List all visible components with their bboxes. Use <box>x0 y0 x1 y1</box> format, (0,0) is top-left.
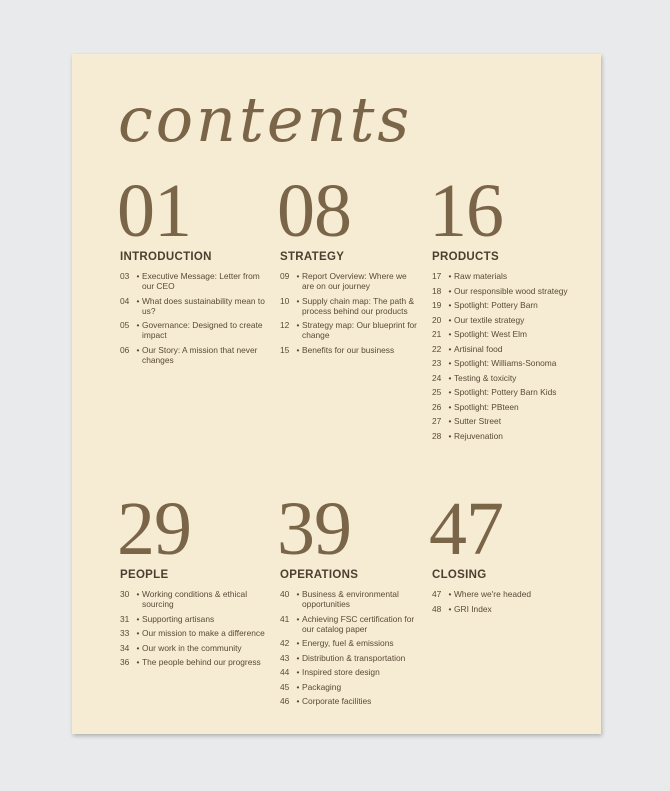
page-number: 15 <box>280 344 290 355</box>
section-products <box>429 169 582 445</box>
page-number: 40 <box>280 589 290 599</box>
toc-entry[interactable] <box>432 373 582 383</box>
page-number: 04 <box>120 295 130 306</box>
bullet-icon: • <box>448 271 452 281</box>
page-number: 45 <box>280 681 290 692</box>
bullet-icon: • <box>296 589 300 599</box>
toc-entry[interactable] <box>280 696 420 706</box>
page-number: 47 <box>432 589 442 599</box>
entry-title: Governance: Designed to create impact <box>142 320 263 340</box>
entry-title: Packaging <box>302 681 342 692</box>
toc-entry[interactable] <box>120 643 268 653</box>
entry-title: Our work in the community <box>142 642 242 653</box>
bullet-icon: • <box>136 320 140 330</box>
section-items <box>280 589 420 706</box>
toc-entry[interactable] <box>120 296 268 316</box>
toc-entry[interactable] <box>432 604 582 614</box>
toc-entry[interactable] <box>280 589 420 609</box>
toc-entry[interactable] <box>432 315 582 325</box>
entry-title: What does sustainability mean to us? <box>142 295 265 316</box>
page-number: 48 <box>432 603 442 614</box>
toc-entry[interactable] <box>432 402 582 412</box>
contents-page <box>72 54 601 734</box>
toc-entry[interactable] <box>280 638 420 648</box>
bullet-icon: • <box>136 589 140 599</box>
entry-title: Executive Message: Letter from our CEO <box>142 271 260 291</box>
bullet-icon: • <box>136 271 140 281</box>
bullet-icon: • <box>296 320 300 330</box>
entry-title: Inspired store design <box>302 667 380 677</box>
page-number: 30 <box>120 589 130 599</box>
section-heading: CLOSING <box>432 569 487 581</box>
entry-title: Achieving FSC certification for our catalog paper <box>302 613 415 634</box>
page-number: 20 <box>432 314 442 325</box>
section-number: 39 <box>277 487 351 571</box>
entry-title: Our responsible wood strategy <box>454 285 568 296</box>
bullet-icon: • <box>448 603 452 614</box>
entry-title: Our Story: A mission that never changes <box>142 344 258 365</box>
toc-entry[interactable] <box>280 296 420 316</box>
page-number: 06 <box>120 344 130 355</box>
entry-title: Supply chain map: The path & process behind our products <box>302 295 415 316</box>
page-number: 28 <box>432 430 442 441</box>
page-number: 12 <box>280 320 290 330</box>
bullet-icon: • <box>448 589 452 599</box>
toc-entry[interactable] <box>280 271 420 291</box>
toc-entry[interactable] <box>432 344 582 354</box>
section-items <box>432 589 582 614</box>
page-number: 25 <box>432 387 442 397</box>
bullet-icon: • <box>296 344 300 355</box>
page-number: 19 <box>432 300 442 310</box>
toc-entry[interactable] <box>120 614 268 624</box>
section-strategy <box>277 169 420 359</box>
page-number: 43 <box>280 652 290 663</box>
bullet-icon: • <box>296 667 300 677</box>
section-heading: INTRODUCTION <box>120 251 212 263</box>
section-heading: PEOPLE <box>120 569 169 581</box>
toc-entry[interactable] <box>432 387 582 397</box>
toc-entry[interactable] <box>432 271 582 281</box>
page-number: 18 <box>432 285 442 296</box>
section-number: 08 <box>277 169 351 253</box>
section-introduction <box>117 169 268 369</box>
bullet-icon: • <box>296 638 300 648</box>
page-number: 31 <box>120 613 130 624</box>
page-title: contents <box>118 83 413 156</box>
entry-title: Spotlight: PBteen <box>454 401 519 412</box>
bullet-icon: • <box>296 696 300 706</box>
toc-entry[interactable] <box>280 320 420 340</box>
entry-title: Spotlight: Pottery Barn Kids <box>454 387 557 397</box>
bullet-icon: • <box>136 344 140 355</box>
toc-entry[interactable] <box>432 286 582 296</box>
section-items <box>280 271 420 355</box>
entry-title: Energy, fuel & emissions <box>302 638 394 648</box>
section-closing <box>429 487 582 618</box>
entry-title: Artisinal food <box>454 343 503 354</box>
page-number: 09 <box>280 271 290 281</box>
entry-title: Spotlight: Pottery Barn <box>454 300 538 310</box>
page-number: 41 <box>280 613 290 624</box>
page-number: 21 <box>432 329 442 339</box>
page-number: 05 <box>120 320 130 330</box>
section-number: 47 <box>429 487 503 571</box>
page-number: 03 <box>120 271 130 281</box>
entry-title: Spotlight: West Elm <box>454 329 527 339</box>
entry-title: Working conditions & ethical sourcing <box>142 589 248 609</box>
section-number: 16 <box>429 169 503 253</box>
entry-title: Rejuvenation <box>454 430 503 441</box>
toc-entry[interactable] <box>280 682 420 692</box>
section-number: 29 <box>117 487 191 571</box>
toc-entry[interactable] <box>432 589 582 599</box>
entry-title: Distribution & transportation <box>302 652 406 663</box>
page-number: 34 <box>120 642 130 653</box>
page-number: 26 <box>432 401 442 412</box>
bullet-icon: • <box>296 295 300 306</box>
bullet-icon: • <box>448 430 452 441</box>
entry-title: Spotlight: Williams-Sonoma <box>454 358 557 368</box>
entry-title: Business & environmental opportunities <box>302 589 399 609</box>
entry-title: Benefits for our business <box>302 344 395 355</box>
bullet-icon: • <box>448 372 452 383</box>
toc-entry[interactable] <box>432 300 582 310</box>
toc-entry[interactable] <box>280 345 420 355</box>
bullet-icon: • <box>136 295 140 306</box>
bullet-icon: • <box>296 271 300 281</box>
toc-entry[interactable] <box>120 345 268 365</box>
entry-title: Corporate facilities <box>302 696 372 706</box>
toc-entry[interactable] <box>432 431 582 441</box>
page-number: 22 <box>432 343 442 354</box>
bullet-icon: • <box>448 387 452 397</box>
entry-title: Our mission to make a difference <box>142 628 265 638</box>
page-number: 44 <box>280 667 290 677</box>
page-number: 17 <box>432 271 442 281</box>
bullet-icon: • <box>448 329 452 339</box>
entry-title: Report Overview: Where we are on our journey <box>302 271 407 291</box>
entry-title: Raw materials <box>454 271 508 281</box>
page-number: 46 <box>280 696 290 706</box>
section-items <box>120 271 268 365</box>
bullet-icon: • <box>296 613 300 624</box>
page-number: 33 <box>120 628 130 638</box>
entry-title: Our textile strategy <box>454 314 525 325</box>
bullet-icon: • <box>448 314 452 325</box>
section-number: 01 <box>117 169 191 253</box>
bullet-icon: • <box>448 416 452 426</box>
entry-title: Sutter Street <box>454 416 502 426</box>
bullet-icon: • <box>136 657 140 667</box>
toc-entry[interactable] <box>280 614 420 634</box>
bullet-icon: • <box>448 401 452 412</box>
page-number: 23 <box>432 358 442 368</box>
bullet-icon: • <box>448 358 452 368</box>
section-heading: STRATEGY <box>280 251 345 263</box>
toc-entry[interactable] <box>120 320 268 340</box>
section-people <box>117 487 268 672</box>
bullet-icon: • <box>296 652 300 663</box>
page-number: 42 <box>280 638 290 648</box>
bullet-icon: • <box>136 642 140 653</box>
entry-title: Strategy map: Our blueprint for change <box>302 320 417 340</box>
page-number: 27 <box>432 416 442 426</box>
toc-entry[interactable] <box>120 271 268 291</box>
page-number: 36 <box>120 657 130 667</box>
section-operations <box>277 487 420 711</box>
section-heading: OPERATIONS <box>280 569 359 581</box>
entry-title: Where we're headed <box>454 589 532 599</box>
bullet-icon: • <box>448 285 452 296</box>
toc-entry[interactable] <box>120 628 268 638</box>
bullet-icon: • <box>448 343 452 354</box>
bullet-icon: • <box>448 300 452 310</box>
page-number: 24 <box>432 372 442 383</box>
entry-title: GRI Index <box>454 603 492 614</box>
toc-entry[interactable] <box>120 657 268 667</box>
bullet-icon: • <box>136 628 140 638</box>
entry-title: Supporting artisans <box>142 613 215 624</box>
section-items <box>432 271 582 441</box>
entry-title: Testing & toxicity <box>454 372 517 383</box>
toc-entry[interactable] <box>120 589 268 609</box>
bullet-icon: • <box>296 681 300 692</box>
toc-entry[interactable] <box>432 416 582 426</box>
toc-entry[interactable] <box>432 329 582 339</box>
section-heading: PRODUCTS <box>432 251 499 263</box>
toc-entry[interactable] <box>280 653 420 663</box>
entry-title: The people behind our progress <box>142 657 261 667</box>
toc-entry[interactable] <box>280 667 420 677</box>
bullet-icon: • <box>136 613 140 624</box>
section-items <box>120 589 268 667</box>
page-number: 10 <box>280 295 290 306</box>
toc-entry[interactable] <box>432 358 582 368</box>
